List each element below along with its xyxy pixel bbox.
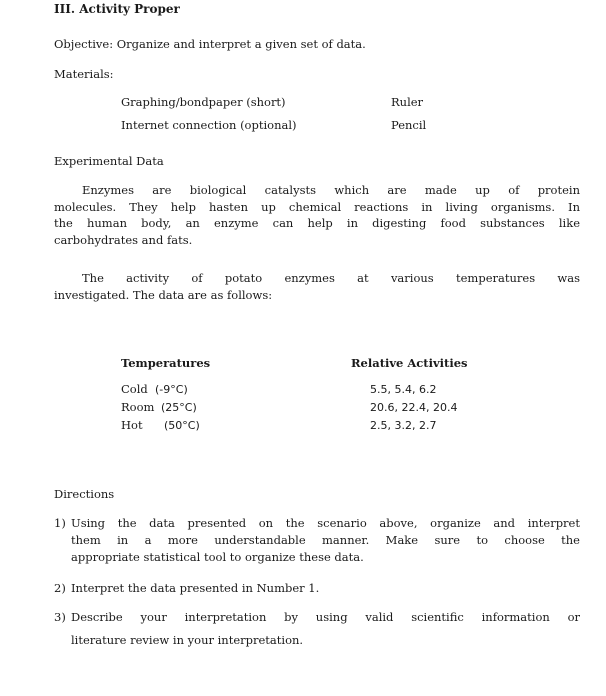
table-row-label: Hot [121,418,143,432]
table-row-label: Cold [121,382,148,396]
table-row-temp: (25°C) [161,401,197,414]
direction-line: literature review in your interpretation. [71,633,304,647]
material-item: Internet connection (optional) [121,118,297,132]
paragraph-line: investigated. The data are as follows: [54,287,273,302]
table-row-label: Room [121,400,155,414]
paragraph-line: Enzymes are biological catalysts which are made up of protein [82,183,580,197]
direction-line: Using the data presented on the scenario above, organize and interpret [71,516,580,530]
table-row-values: 20.6, 22.4, 20.4 [370,401,458,414]
table-header-temperatures: Temperatures [121,356,211,370]
paragraph-line: the human body, an enzyme can help in digesting food substances like [54,216,580,230]
direction-line: Describe your interpretation by using valid scientific information or [71,610,580,624]
direction-number: 1) [54,516,66,530]
material-item: Pencil [391,118,427,132]
material-item: Graphing/bondpaper (short) [121,95,286,109]
objective-text: Objective: Organize and interpret a given set of data. [54,37,366,51]
direction-number: 2) [54,581,66,595]
materials-label: Materials: [54,67,114,81]
table-row-values: 5.5, 5.4, 6.2 [370,383,437,396]
direction-line: them in a more understandable manner. Make sure to choose the [71,533,580,547]
paragraph-line: molecules. They help hasten up chemical reactions in living organisms. In [54,199,580,214]
table-row-temp: (-9°C) [155,383,188,396]
direction-line: Interpret the data presented in Number 1. [71,581,320,595]
table-row-values: 2.5, 3.2, 2.7 [370,419,437,432]
paragraph-line: carbohydrates and fats. [54,232,193,247]
paragraph-enzymes [54,182,580,248]
direction-line: appropriate statistical tool to organize these data. [71,550,364,564]
direction-number: 3) [54,610,66,624]
table-header-relative-activities: Relative Activities [351,356,468,370]
experimental-data-heading: Experimental Data [54,154,164,168]
table-row-temp: (50°C) [164,419,200,432]
directions-heading: Directions [54,487,115,501]
paragraph-potato [54,270,580,303]
paragraph-line: The activity of potato enzymes at various temperatures was [82,271,580,285]
material-item: Ruler [391,95,424,109]
section-heading: III. Activity Proper [54,2,180,16]
